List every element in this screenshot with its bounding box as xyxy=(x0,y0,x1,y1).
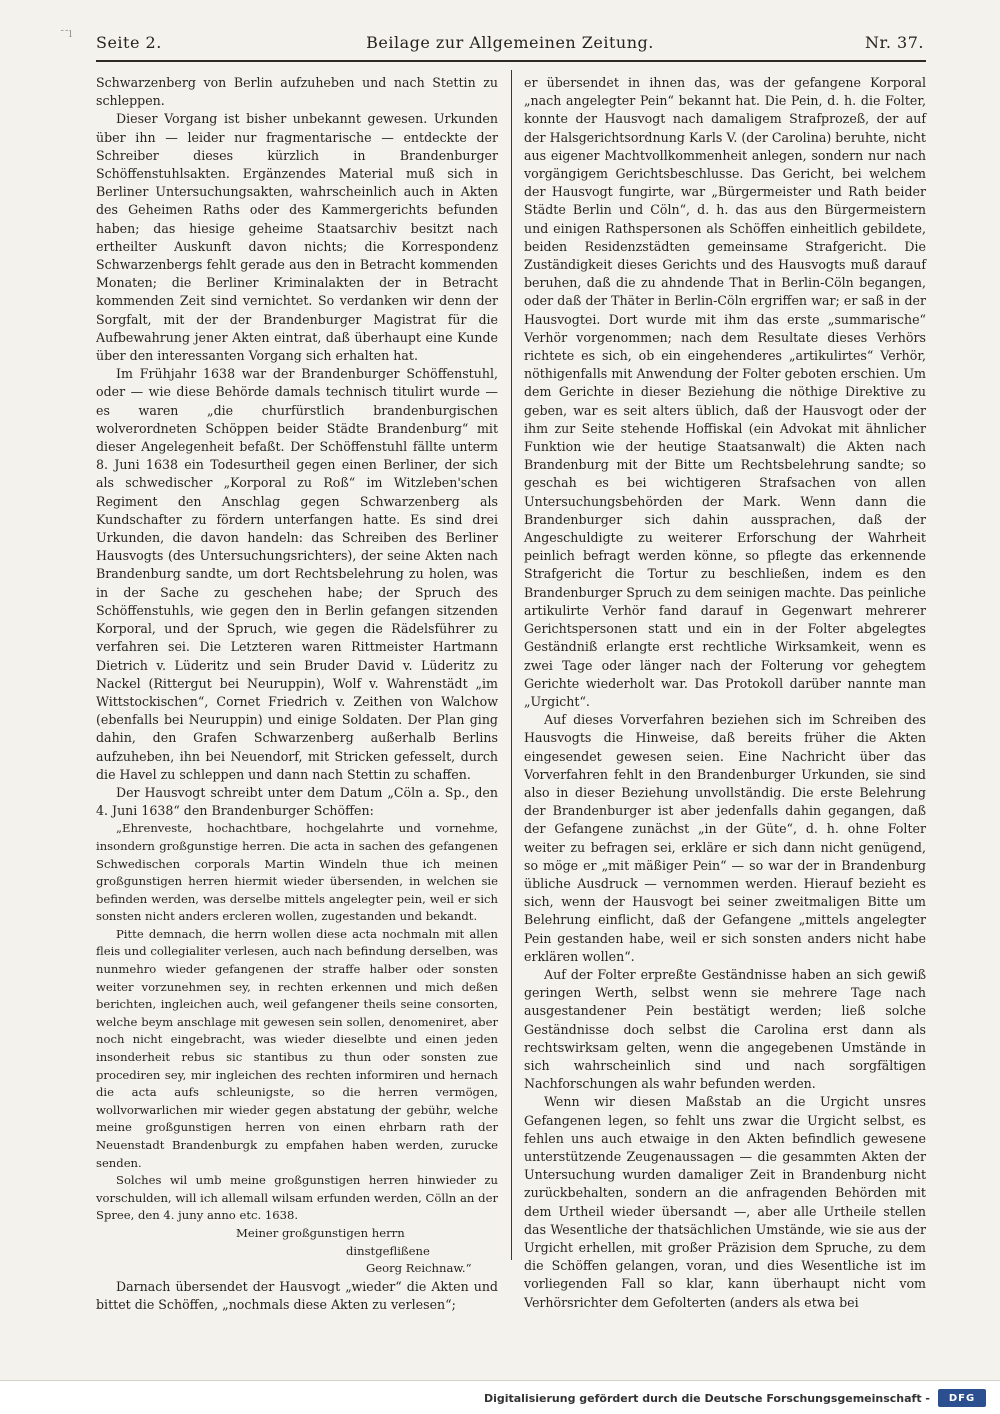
paragraph: Darnach übersendet der Hausvogt „wieder“ die Akten und bittet die Schöffen, „nochmals diese Akten zu verlesen“; xyxy=(96,1278,498,1312)
paragraph: Wenn wir diesen Maßstab an die Urgicht unsres Gefangenen legen, so fehlt uns zwar die Urgicht selbst, es fehlen uns auch etwaige in den Akten befindlich gewesene unterstützende Zeugenaussagen — die gesammten Akten der Untersuchung wurden damaliger Zeit in Brandenburg nicht zurückbehalten, sondern an die anfragenden Behörden mit dem Urtheil wieder übersandt —, aber alle Urtheile stellen das Wesentliche der thatsächlichen Umstände, wie sie aus der Urgicht erhellen, mit großer Präzision dem Spruche, zu dem die Schöffen gelangen, voran, und dies Wesentliche ist im vorliegenden Fall so klar, kann überhaupt nicht vom Verhörsrichter dem Gefolterten (anders als etwa bei xyxy=(524,1094,926,1310)
letter-closing: Meiner großgunstigen herrn xyxy=(236,1225,405,1240)
letter-closing: dinstgeflißene xyxy=(346,1243,430,1258)
page-header xyxy=(96,33,924,57)
paragraph: Schwarzenberg von Berlin aufzuheben und nach Stettin zu schleppen. xyxy=(96,75,498,109)
digitization-footer xyxy=(0,1380,1000,1414)
quoted-letter xyxy=(96,820,498,1277)
page-number: Seite 2. xyxy=(96,33,162,52)
letter-paragraph: „Ehrenveste, hochachtbare, hochgelahrte und vornehme, insondern großgunstige herren. Die acta in sachen des gefangenen Schwedischen corporals Martin Windeln thue ich meinen großgunstigen herren hiermit wieder übersenden, in welchen sie befinden werden, was derselbe mittels angelegter pein, weil er sich sonsten nicht anders ercleren wollen, zugestanden und bekandt. xyxy=(96,821,498,924)
funding-credit: Digitalisierung gefördert durch die Deutsche Forschungsgemeinschaft - xyxy=(483,1392,930,1405)
issue-number: Nr. 37. xyxy=(864,33,924,52)
paragraph: Im Frühjahr 1638 war der Brandenburger Schöffenstuhl, oder — wie diese Behörde damals technisch titulirt wurde — es waren „die churfürstlich brandenburgischen wolverordneten Schöppen beider Städte Brandenburg“ mit dieser Angelegenheit befaßt. Der Schöffenstuhl fällte unterm 8. Juni 1638 ein Todesurtheil gegen einen Berliner, der sich als schwedischer „Korporal zu Roß“ im Witzleben'schen Regiment den Anschlag gegen Schwarzenberg als Kundschafter zu fördern unterfangen hatte. Es sind drei Urkunden, die davon handeln: das Schreiben des Berliner Hausvogts (des Untersuchungsrichters), der seine Akten nach Brandenburg sandte, um dort Rechtsbelehrung zu holen, was in der Sache zu geschehen habe; der Spruch des Schöffenstuhls, wie gegen den in Berlin gefangen sitzenden Korporal, und der Spruch, wie gegen die Rädelsführer zu verfahren sei. Die Letzteren waren Rittmeister Hartmann Dietrich v. Lüderitz und sein Bruder David v. Lüderitz zu Nackel (Rittergut bei Neuruppin), Wolf v. Wahrenstädt „im Wittstockischen“, Cornet Friedrich v. Zeithen von Walchow (ebenfalls bei Neuruppin) und einige Soldaten. Der Plan ging dahin, den Grafen Schwarzenberg außerhalb Berlins aufzuheben, ihn bei Neuendorf, mit Stricken gefesselt, durch die Havel zu schleppen und dann nach Stettin zu schaffen. xyxy=(96,366,498,782)
header-rule xyxy=(96,60,926,62)
column-divider xyxy=(511,70,512,1260)
right-column xyxy=(524,74,926,1312)
publication-title: Beilage zur Allgemeinen Zeitung. xyxy=(366,33,654,52)
dfg-logo-icon: DFG xyxy=(938,1389,986,1407)
paragraph: Auf dieses Vorverfahren beziehen sich im Schreiben des Hausvogts die Hinweise, daß bereits früher die Akten eingesendet gewesen seien. Eine Nachricht über das Vorverfahren fehlt in den Brandenburger Urkunden, sie sind also in dieser Beziehung unvollständig. Die erste Belehrung der Brandenburger ist aber jedenfalls dahin gegangen, daß der Gefangene zunächst „in der Güte“, d. h. ohne Folter weiter zu befragen sei, erkläre er sich dann nicht genügend, so möge er „mit mäßiger Pein“ — so war der in Brandenburg übliche Ausdruck — vernommen werden. Hierauf bezieht es sich, wenn der Hausvogt bei seiner zweitmaligen Bitte um Belehrung einflicht, daß der Gefangene „mittels angelegter Pein gestanden habe, weil er sich sonsten anders nicht habe erklären wollen“. xyxy=(524,712,926,964)
letter-signature: Georg Reichnaw.“ xyxy=(366,1261,472,1276)
left-column xyxy=(96,74,498,1314)
corner-mark: ¯¯ⅼ xyxy=(60,30,72,40)
paragraph: Der Hausvogt schreibt unter dem Datum „Cöln a. Sp., den 4. Juni 1638“ den Brandenburger Schöffen: xyxy=(96,784,498,819)
paragraph: er übersendet in ihnen das, was der gefangene Korporal „nach angelegter Pein“ bekannt hat. Die Pein, d. h. die Folter, konnte der Hausvogt nach damaligem Strafprozeß, der auf der Halsgerichtsordnung Karls V. (der Carolina) beruhte, nicht aus eigener Machtvollkommenheit anlegen, sondern nur nach vorgängigem Gerichtsbeschlusse. Das Gericht, bei welchem der Hausvogt fungirte, war „Bürgermeister und Rath beider Städte Berlin und Cöln“, d. h. das aus den Bürgermeistern und einigen Rathspersonen als Schöffen einheitlich gebildete, beiden Residenzstädten gemeinsame Strafgericht. Die Zuständigkeit dieses Gerichts und des Hausvogts muß darauf beruhen, daß die zu ahndende That in Berlin-Cöln begangen, oder daß der Thäter in Berlin-Cöln ergriffen war; er saß in der Hausvogtei. Dort wurde mit ihm das erste „summarische“ Verhör vorgenommen; nach dem Resultate dieses Verhörs richtete es sich, ob ein eingehenderes „artikulirtes“ Verhör, nöthigenfalls mit Anwendung der Folter geboten erschien. Um dem Gerichte in dieser Beziehung die nöthige Direktive zu geben, war es seit alters üblich, daß der Hausvogt oder der ihm zur Seite stehende Hoffiskal (ein Advokat mit ähnlicher Funktion wie der heutige Staatsanwalt) die Akten nach Brandenburg mit der Bitte um Rechtsbelehrung sandte; so geschah es bei wichtigeren Strafsachen von allen Untersuchungsbehörden der Mark. Wenn dann die Brandenburger sich dahin aussprachen, daß der Angeschuldigte zu weiterer Erforschung der Wahrheit peinlich befragt werden könne, so pflegte das erkennende Strafgericht die Tortur zu beschließen, indem es den Brandenburger Spruch zu dem seinigen machte. Das peinliche artikulirte Verhör fand darauf in Gegenwart mehrerer Gerichtspersonen statt und ein in der Folter abgelegtes Geständniß erlangte erst rechtliche Wirksamkeit, wenn es zwei Tage oder länger nach der Folterung vor gehegtem Gerichte wiederholt war. Das Protokoll darüber nannte man „Urgicht“. xyxy=(524,75,926,709)
paragraph: Dieser Vorgang ist bisher unbekannt gewesen. Urkunden über ihn — leider nur fragmentarische — entdeckte der Schreiber dieses kürzlich in Brandenburger Schöffenstuhlsakten. Ergänzendes Material muß sich in Berliner Untersuchungsakten, wahrscheinlich auch in Akten des Geheimen Raths oder des Kammergerichts befunden haben; das hiesige geheime Staatsarchiv besitzt nach ertheilter Auskunft davon nichts; die Korrespondenz Schwarzenbergs fehlt gerade aus den in Betracht kommenden Monaten; die Berliner Kriminalakten der in Betracht kommenden Zeit sind vernichtet. So verdanken wir denn der Sorgfalt, mit der der Brandenburger Magistrat für die Aufbewahrung jener Akten eintrat, daß überhaupt eine Kunde über den interessanten Vorgang sich erhalten hat. xyxy=(96,111,498,364)
letter-paragraph: Pitte demnach, die herrn wollen diese acta nochmaln mit allen fleis und collegialiter verlesen, auch nach befindung derselben, was nunmehro wieder gefangenen der straffe halber oder sonsten weiter vorzunehmen sey, in rechten erkennen und mich deßen berichten, ingleichen auch, weil gefangener theils seine consorten, welche beym anschlage mit gewesen sein sollen, denomeniret, aber noch nicht eingebracht, was wieder dieselbte und einen jeden insonderheit rebus sic stantibus zu thun oder sonsten zue procediren sey, mir ingleichen des rechten informiren und hernach die acta aufs schleunigste, so die herren vermögen, wollvorwarlichen mir wieder gegen abstatung der gebühr, welche meine großgunstigen herren von einen ehrbarn rath der Neuenstadt Brandenburgk zu empfahen haben werden, zurucke senden. xyxy=(96,926,498,1170)
paragraph: Auf der Folter erpreßte Geständnisse haben an sich gewiß geringen Werth, selbst wenn sie mehrere Tage nach ausgestandener Pein bestätigt werden; ließ solche Geständnisse doch selbst die Carolina erst dann als rechtswirksam gelten, wenn die angegebenen Umstände in sich wahrscheinlich sind und nach sorgfältigen Nachforschungen als wahr befunden werden. xyxy=(524,966,926,1092)
letter-paragraph: Solches wil umb meine großgunstigen herren hinwieder zu vorschulden, will ich allemall wilsam erfunden werden, Cölln an der Spree, den 4. juny anno etc. 1638. xyxy=(96,1173,498,1223)
